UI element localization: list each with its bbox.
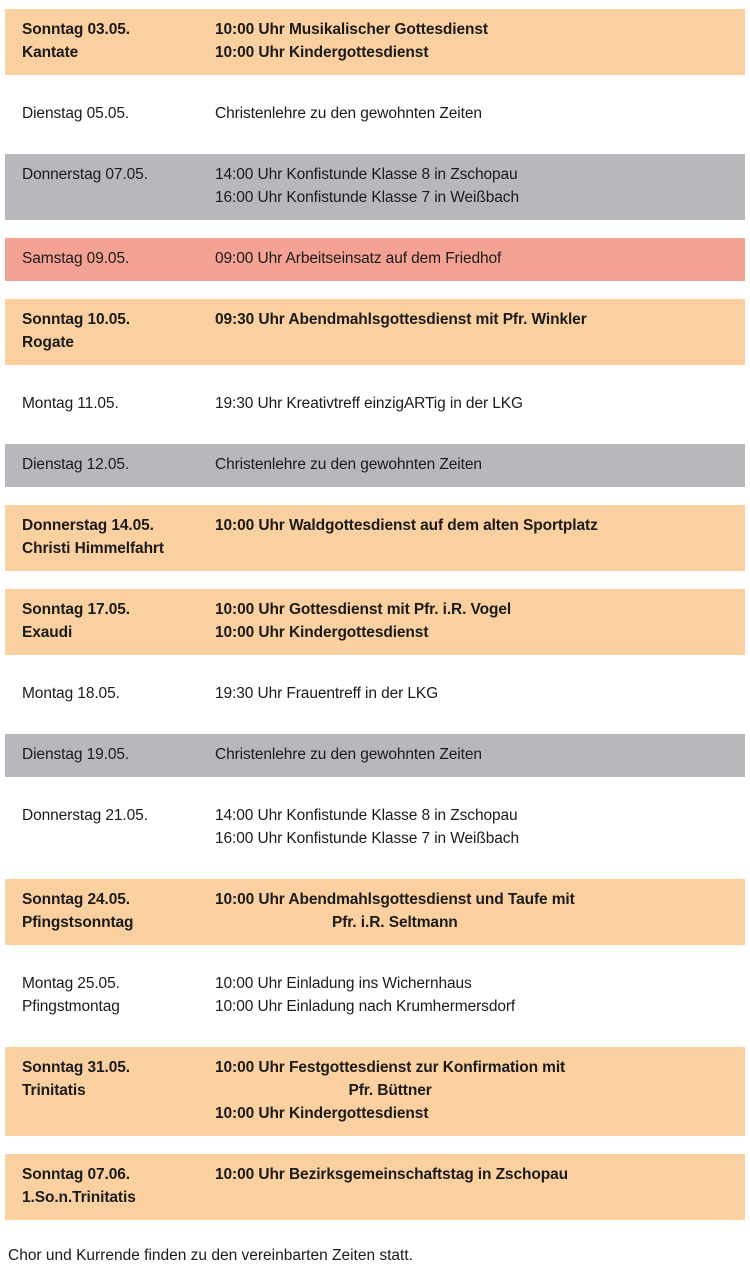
schedule-row-band xyxy=(5,238,745,281)
schedule-event-line: 10:00 Uhr Einladung nach Krumhermersdorf xyxy=(215,998,516,1015)
schedule-date-cell xyxy=(5,247,215,270)
schedule-event-cell xyxy=(215,888,745,934)
schedule-row-band xyxy=(5,673,745,716)
schedule-row xyxy=(0,84,750,145)
schedule-date-line: Christi Himmelfahrt xyxy=(22,540,164,557)
schedule-event-cell xyxy=(215,392,745,415)
schedule-date-line: Dienstag 05.05. xyxy=(22,105,130,122)
schedule-date-line: Donnerstag 14.05. xyxy=(22,517,154,534)
schedule-event-line: 10:00 Uhr Kindergottesdienst xyxy=(215,1105,429,1122)
schedule-event-cell xyxy=(215,102,745,125)
schedule-row xyxy=(0,725,750,786)
schedule-event-lines xyxy=(215,804,519,850)
schedule-row xyxy=(0,229,750,290)
schedule-event-line: 09:00 Uhr Arbeitseinsatz auf dem Friedhof xyxy=(215,250,502,267)
schedule-date-line: Pfingstsonntag xyxy=(22,914,134,931)
schedule-date-line: Rogate xyxy=(22,334,74,351)
schedule-date-line: 1.So.n.Trinitatis xyxy=(22,1189,136,1206)
schedule-date-line: Montag 11.05. xyxy=(22,395,119,412)
schedule-event-line: 16:00 Uhr Konfistunde Klasse 7 in Weißbach xyxy=(215,830,519,847)
schedule-event-cell xyxy=(215,1163,745,1209)
schedule-date-cell xyxy=(5,308,215,354)
schedule-date-line: Exaudi xyxy=(22,624,73,641)
schedule-event-line: Christenlehre zu den gewohnten Zeiten xyxy=(215,456,482,473)
schedule-row xyxy=(0,374,750,435)
schedule-event-cell xyxy=(215,453,745,476)
schedule-date-cell xyxy=(5,743,215,766)
schedule-event-line: 10:00 Uhr Festgottesdienst zur Konfirmation mit xyxy=(215,1059,566,1076)
schedule-date-line: Kantate xyxy=(22,44,79,61)
schedule-date-cell xyxy=(5,1163,215,1209)
schedule-event-line: Pfr. i.R. Seltmann xyxy=(332,914,458,931)
schedule-row xyxy=(0,870,750,954)
schedule-row-band xyxy=(5,154,745,220)
schedule-row-band xyxy=(5,9,745,75)
schedule-event-line: 19:30 Uhr Kreativtreff einzigARTig in der LKG xyxy=(215,395,523,412)
schedule-event-lines xyxy=(215,598,511,644)
schedule-event-line: Pfr. Büttner xyxy=(348,1082,432,1099)
schedule-event-lines xyxy=(215,102,482,125)
schedule-row-band xyxy=(5,1154,745,1220)
schedule-event-lines xyxy=(215,18,488,64)
schedule-date-cell xyxy=(5,163,215,209)
schedule-date-cell xyxy=(5,804,215,850)
schedule-date-cell xyxy=(5,453,215,476)
schedule-event-cell xyxy=(215,972,745,1018)
schedule-row xyxy=(0,290,750,374)
schedule-row-band xyxy=(5,505,745,571)
schedule-date-line: Sonntag 31.05. xyxy=(22,1059,130,1076)
schedule-event-lines xyxy=(215,743,482,766)
schedule-event-lines xyxy=(215,1163,568,1186)
schedule-event-line: 09:30 Uhr Abendmahlsgottesdienst mit Pfr. Winkler xyxy=(215,311,587,328)
schedule-event-line: 10:00 Uhr Bezirksgemeinschaftstag in Zschopau xyxy=(215,1166,568,1183)
schedule-event-lines xyxy=(215,453,482,476)
schedule-row xyxy=(0,580,750,664)
schedule-date-line: Sonntag 03.05. xyxy=(22,21,130,38)
schedule-event-line: 16:00 Uhr Konfistunde Klasse 7 in Weißbach xyxy=(215,189,519,206)
schedule-date-line: Donnerstag 21.05. xyxy=(22,807,148,824)
schedule-event-lines xyxy=(215,682,438,705)
schedule-row xyxy=(0,145,750,229)
schedule-event-cell xyxy=(215,598,745,644)
schedule-row-band xyxy=(5,299,745,365)
schedule-date-line: Pfingstmontag xyxy=(22,998,120,1015)
schedule-date-cell xyxy=(5,888,215,934)
schedule-date-line: Sonntag 10.05. xyxy=(22,311,130,328)
schedule-row-band xyxy=(5,93,745,136)
schedule-event-line: 14:00 Uhr Konfistunde Klasse 8 in Zschopau xyxy=(215,166,518,183)
schedule-date-line: Samstag 09.05. xyxy=(22,250,130,267)
schedule-event-lines xyxy=(215,308,587,331)
schedule-date-line: Sonntag 07.06. xyxy=(22,1166,130,1183)
schedule-date-cell xyxy=(5,102,215,125)
schedule-date-cell xyxy=(5,392,215,415)
schedule-date-cell xyxy=(5,18,215,64)
schedule-event-line: 14:00 Uhr Konfistunde Klasse 8 in Zschopau xyxy=(215,807,518,824)
schedule-event-cell xyxy=(215,804,745,850)
schedule-date-line: Montag 18.05. xyxy=(22,685,120,702)
schedule-date-line: Sonntag 17.05. xyxy=(22,601,130,618)
schedule-date-line: Dienstag 12.05. xyxy=(22,456,130,473)
schedule-event-cell xyxy=(215,308,745,354)
schedule-event-line: 10:00 Uhr Einladung ins Wichernhaus xyxy=(215,975,472,992)
schedule-event-lines xyxy=(215,163,519,209)
schedule-event-lines xyxy=(215,514,598,537)
schedule-row xyxy=(0,0,750,84)
schedule-row-band xyxy=(5,589,745,655)
schedule-event-line: 10:00 Uhr Musikalischer Gottesdienst xyxy=(215,21,488,38)
schedule-event-lines xyxy=(215,247,501,270)
schedule-date-cell xyxy=(5,972,215,1018)
schedule-row xyxy=(0,954,750,1038)
schedule-event-line: 10:00 Uhr Kindergottesdienst xyxy=(215,44,429,61)
schedule-event-line: 10:00 Uhr Kindergottesdienst xyxy=(215,624,429,641)
schedule-event-line: 10:00 Uhr Gottesdienst mit Pfr. i.R. Vogel xyxy=(215,601,512,618)
schedule-event-line: 10:00 Uhr Abendmahlsgottesdienst und Taufe mit xyxy=(215,891,575,908)
schedule-event-line: Christenlehre zu den gewohnten Zeiten xyxy=(215,105,482,122)
schedule-event-cell xyxy=(215,163,745,209)
schedule-event-cell xyxy=(215,682,745,705)
schedule-date-cell xyxy=(5,1056,215,1125)
schedule-row-band xyxy=(5,795,745,861)
schedule-row xyxy=(0,1038,750,1145)
schedule-date-line: Dienstag 19.05. xyxy=(22,746,130,763)
schedule-row xyxy=(0,1145,750,1229)
schedule-event-cell xyxy=(215,247,745,270)
schedule-event-lines xyxy=(215,972,515,1018)
schedule-row xyxy=(0,496,750,580)
schedule-date-line: Sonntag 24.05. xyxy=(22,891,130,908)
schedule-date-line: Montag 25.05. xyxy=(22,975,120,992)
schedule-event-line: Christenlehre zu den gewohnten Zeiten xyxy=(215,746,482,763)
schedule-row-band xyxy=(5,734,745,777)
schedule-date-cell xyxy=(5,514,215,560)
schedule-event-lines xyxy=(215,888,575,934)
schedule-date-line: Donnerstag 07.05. xyxy=(22,166,148,183)
schedule-row-band xyxy=(5,383,745,426)
schedule-event-cell xyxy=(215,743,745,766)
footer-note: Chor und Kurrende finden zu den vereinbarten Zeiten statt. xyxy=(8,1247,413,1264)
schedule-date-cell xyxy=(5,682,215,705)
schedule-row xyxy=(0,435,750,496)
schedule-row xyxy=(0,786,750,870)
schedule-date-cell xyxy=(5,598,215,644)
schedule-event-lines xyxy=(215,1056,565,1125)
schedule-event-line: 10:00 Uhr Waldgottesdienst auf dem alten Sportplatz xyxy=(215,517,598,534)
schedule-event-cell xyxy=(215,514,745,560)
schedule-row xyxy=(0,664,750,725)
schedule-row-band xyxy=(5,1047,745,1136)
schedule-event-line: 19:30 Uhr Frauentreff in der LKG xyxy=(215,685,439,702)
schedule-row-band xyxy=(5,879,745,945)
schedule-event-cell xyxy=(215,18,745,64)
schedule-event-lines xyxy=(215,392,523,415)
schedule-event-cell xyxy=(215,1056,745,1125)
schedule-row-band xyxy=(5,963,745,1029)
schedule-date-line: Trinitatis xyxy=(22,1082,86,1099)
schedule-row-band xyxy=(5,444,745,487)
